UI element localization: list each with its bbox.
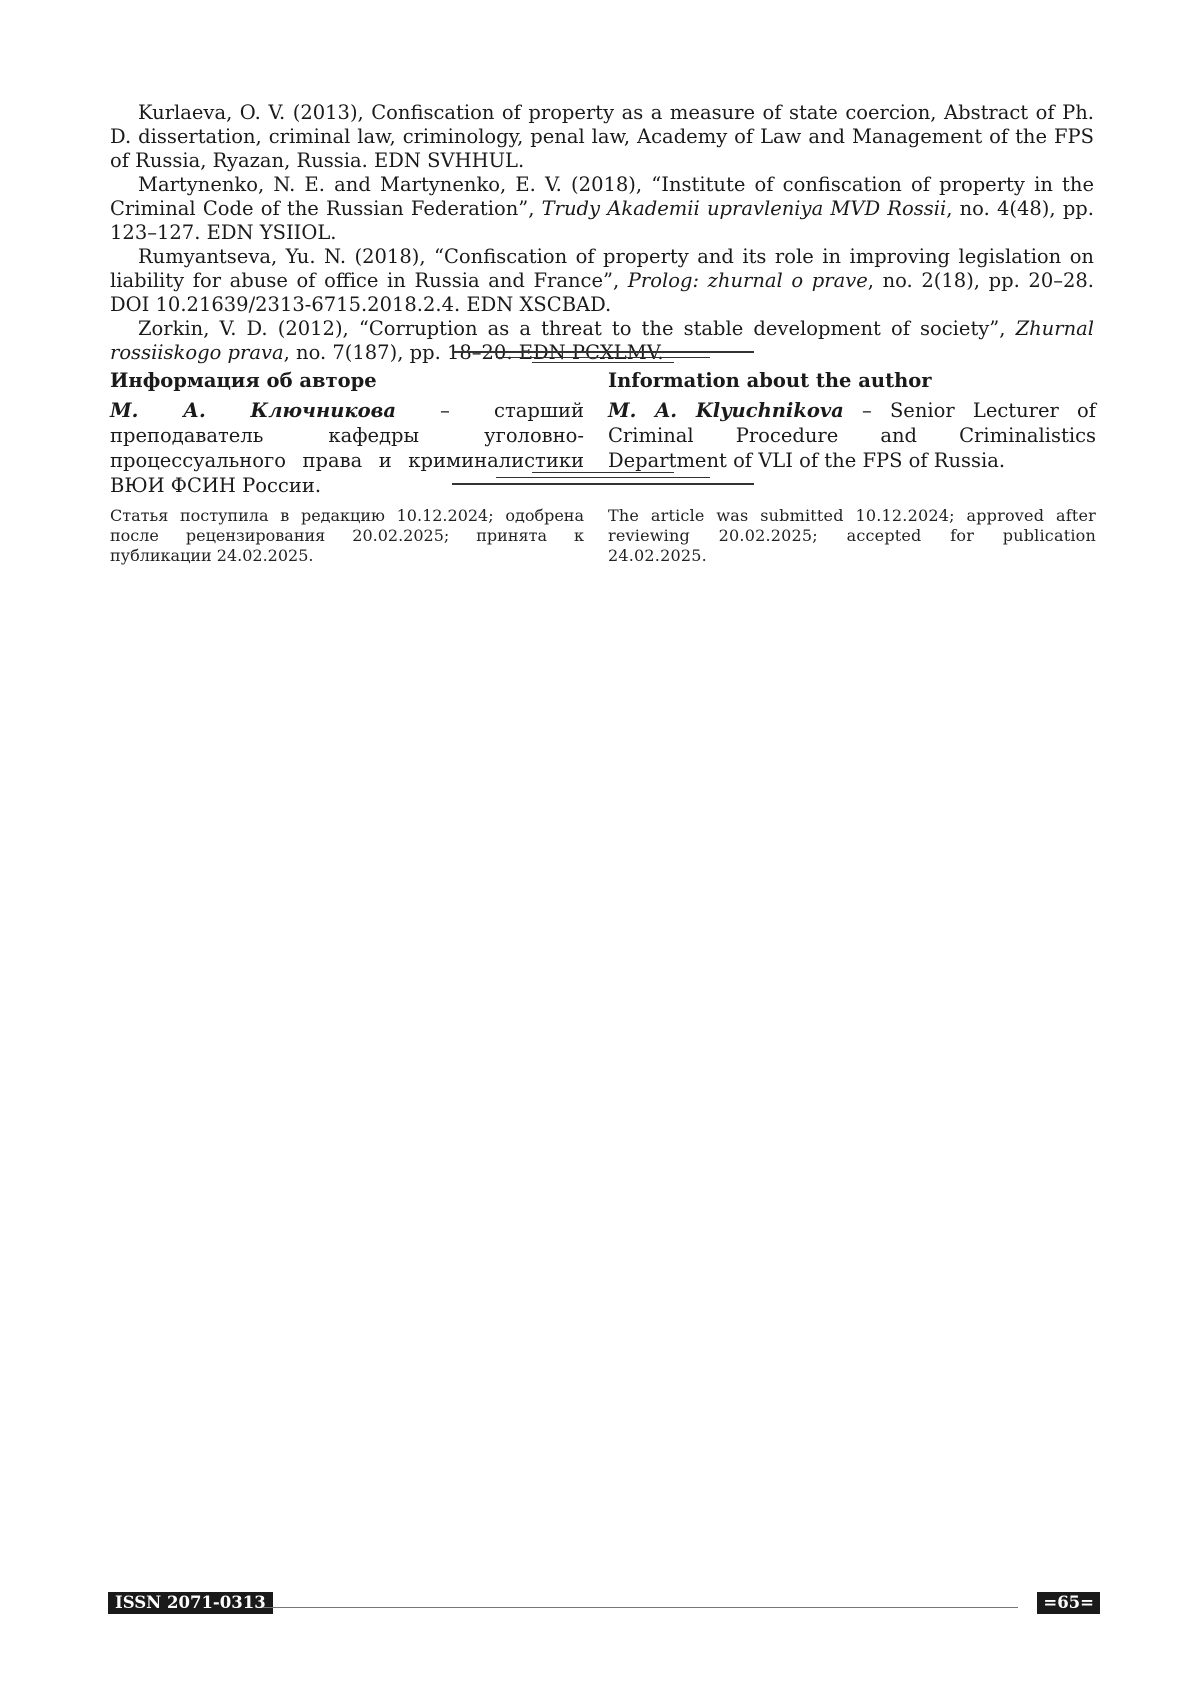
- article-dates-ru: Статья поступила в редакцию 10.12.2024; одобрена после рецензирования 20.02.2025; принята к публикации 24.02.2025.: [110, 506, 584, 565]
- author-heading-ru: Информация об авторе: [110, 369, 377, 392]
- divider-line: [452, 483, 754, 485]
- divider-line: [452, 351, 754, 353]
- reference-text: , no. 7(187), pp. 18–20. EDN PCXLMV.: [283, 341, 664, 364]
- author-info-en: [608, 368, 1096, 473]
- reference-text: Martynenko, N. E. and Martynenko, E. V. (2018), “Institute of confiscation of property in the Criminal Code of the Russian Federation”,: [110, 173, 1094, 220]
- divider-line: [532, 362, 674, 363]
- reference-text: , no. 4(48), pp. 123–127. EDN YSIIOL.: [110, 197, 1094, 244]
- issn-label: ISSN 2071-0313: [108, 1592, 273, 1614]
- section-divider-top: [452, 351, 754, 367]
- reference-item: [110, 245, 1094, 317]
- page-footer: [108, 1592, 1100, 1614]
- reference-journal: Trudy Akademii upravleniya MVD Rossii: [541, 197, 947, 220]
- author-name-en: M. A. Klyuchnikova: [608, 399, 844, 422]
- reference-list: [110, 101, 1094, 365]
- author-description-en: – Senior Lecturer of Criminal Procedure and Criminalistics Department of VLI of the FPS of Russia.: [608, 399, 1097, 472]
- author-name-ru: М. А. Ключникова: [110, 399, 397, 422]
- divider-line: [532, 472, 674, 473]
- section-divider-bottom: [452, 470, 754, 486]
- article-dates-en: The article was submitted 10.12.2024; approved after reviewing 20.02.2025; accepted for publication 24.02.2025.: [608, 506, 1096, 565]
- author-heading-en: Information about the author: [608, 369, 932, 392]
- page-number: =65=: [1037, 1592, 1100, 1614]
- reference-item: [110, 101, 1094, 173]
- reference-text: Zorkin, V. D. (2012), “Corruption as a threat to the stable development of society”,: [138, 317, 1016, 340]
- reference-journal: Zhurnal rossiiskogo prava: [110, 317, 1094, 364]
- footer-rule: [263, 1607, 1018, 1608]
- divider-line: [496, 477, 710, 478]
- reference-text: Rumyantseva, Yu. N. (2018), “Confiscation of property and its role in improving legislation on liability for abuse of office in Russia and France”,: [110, 245, 1094, 292]
- reference-text: , no. 2(18), pp. 20–28. DOI 10.21639/2313-6715.2018.2.4. EDN XSCBAD.: [110, 269, 1095, 316]
- reference-text: Kurlaeva, O. V. (2013), Confiscation of property as a measure of state coercion, Abstract of Ph. D. dissertation, criminal law, criminology, penal law, Academy of Law and Management of the FPS of Russia, Ryazan, Russia. EDN SVHHUL.: [110, 101, 1094, 172]
- divider-line: [496, 357, 710, 358]
- reference-journal: Prolog: zhurnal o prave: [627, 269, 868, 292]
- reference-item: [110, 173, 1094, 245]
- author-description-ru: – старший преподаватель кафедры уголовно-процессуального права и криминалистики ВЮИ ФСИН России.: [110, 399, 585, 497]
- author-bio-en: [608, 398, 1096, 473]
